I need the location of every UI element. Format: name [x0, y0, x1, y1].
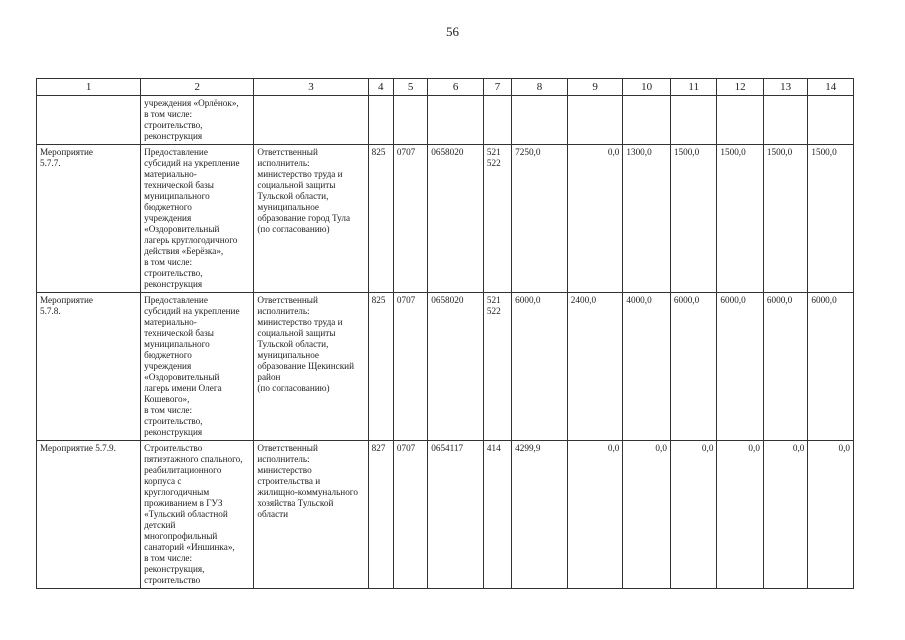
row-cell: 0,0 [670, 441, 717, 589]
row-cell: 0,0 [567, 441, 623, 589]
row-executor: Ответственный исполнитель: министерство труда и социальной защиты Тульской области, муниципальное образование Щекинский район (по согласованию) [254, 293, 368, 441]
row-cell: 1500,0 [808, 145, 854, 293]
row-cell: 4000,0 [623, 293, 671, 441]
row-executor: Ответственный исполнитель: министерство труда и социальной защиты Тульской области, муниципальное образование город Тула (по согласованию) [254, 145, 368, 293]
row-description: учреждения «Орлёнок», в том числе: строительство, реконструкция [141, 96, 254, 145]
row-cell [670, 96, 717, 145]
column-header: 12 [717, 79, 764, 96]
row-cell [717, 96, 764, 145]
row-activity: Мероприятие 5.7.7. [37, 145, 141, 293]
row-cell [567, 96, 623, 145]
row-cell: 825 [368, 293, 393, 441]
table-header-row [37, 79, 854, 96]
column-header: 9 [567, 79, 623, 96]
column-header: 3 [254, 79, 368, 96]
column-header: 1 [37, 79, 141, 96]
row-cell [623, 96, 671, 145]
row-cell: 0,0 [567, 145, 623, 293]
row-cell: 0658020 [428, 293, 484, 441]
row-description: Предоставление субсидий на укрепление материально- технической базы муниципального бюджетного учреждения «Оздоровительный лагерь круглогодичного действия «Берёзка», в том числе: строительство, реконструкция [141, 145, 254, 293]
column-header: 7 [483, 79, 511, 96]
row-cell: 0707 [393, 441, 427, 589]
row-cell: 0,0 [717, 441, 764, 589]
row-cell: 6000,0 [717, 293, 764, 441]
table-row [37, 441, 854, 589]
row-cell [368, 96, 393, 145]
row-cell: 0,0 [763, 441, 807, 589]
row-cell [512, 96, 568, 145]
row-cell: 0658020 [428, 145, 484, 293]
row-cell: 6000,0 [670, 293, 717, 441]
row-cell [483, 96, 511, 145]
row-cell: 7250,0 [512, 145, 568, 293]
row-cell: 0707 [393, 293, 427, 441]
row-cell: 521 522 [483, 293, 511, 441]
table-row [37, 145, 854, 293]
row-cell: 825 [368, 145, 393, 293]
row-cell: 827 [368, 441, 393, 589]
row-cell: 6000,0 [808, 293, 854, 441]
table-row [37, 96, 854, 145]
row-activity: Мероприятие 5.7.9. [37, 441, 141, 589]
row-cell: 0,0 [623, 441, 671, 589]
row-cell: 1300,0 [623, 145, 671, 293]
column-header: 14 [808, 79, 854, 96]
row-cell: 2400,0 [567, 293, 623, 441]
row-executor: Ответственный исполнитель: министерство строительства и жилищно-коммунального хозяйства Тульской области [254, 441, 368, 589]
page-number: 56 [446, 24, 459, 39]
row-cell: 414 [483, 441, 511, 589]
column-header: 13 [763, 79, 807, 96]
column-header: 6 [428, 79, 484, 96]
row-cell [808, 96, 854, 145]
row-cell: 521 522 [483, 145, 511, 293]
row-cell [393, 96, 427, 145]
row-cell: 1500,0 [717, 145, 764, 293]
column-header: 10 [623, 79, 671, 96]
row-cell: 6000,0 [763, 293, 807, 441]
row-cell [428, 96, 484, 145]
row-cell [763, 96, 807, 145]
column-header: 2 [141, 79, 254, 96]
row-cell: 4299,9 [512, 441, 568, 589]
row-cell: 0,0 [808, 441, 854, 589]
column-header: 11 [670, 79, 717, 96]
budget-table [36, 78, 854, 589]
column-header: 5 [393, 79, 427, 96]
row-description: Предоставление субсидий на укрепление материально- технической базы муниципального бюджетного учреждения «Оздоровительный лагерь имени Олега Кошевого», в том числе: строительство, реконструкция [141, 293, 254, 441]
table-row [37, 293, 854, 441]
column-header: 8 [512, 79, 568, 96]
row-activity: Мероприятие 5.7.8. [37, 293, 141, 441]
row-cell: 6000,0 [512, 293, 568, 441]
row-cell: 1500,0 [670, 145, 717, 293]
row-cell: 0654117 [428, 441, 484, 589]
row-cell: 1500,0 [763, 145, 807, 293]
column-header: 4 [368, 79, 393, 96]
row-activity [37, 96, 141, 145]
row-executor [254, 96, 368, 145]
row-cell: 0707 [393, 145, 427, 293]
row-description: Строительство пятиэтажного спального, реабилитационного корпуса с круглогодичным проживанием в ГУЗ «Тульский областной детский многопрофильный санаторий «Иншинка», в том числе: реконструкция, строительство [141, 441, 254, 589]
